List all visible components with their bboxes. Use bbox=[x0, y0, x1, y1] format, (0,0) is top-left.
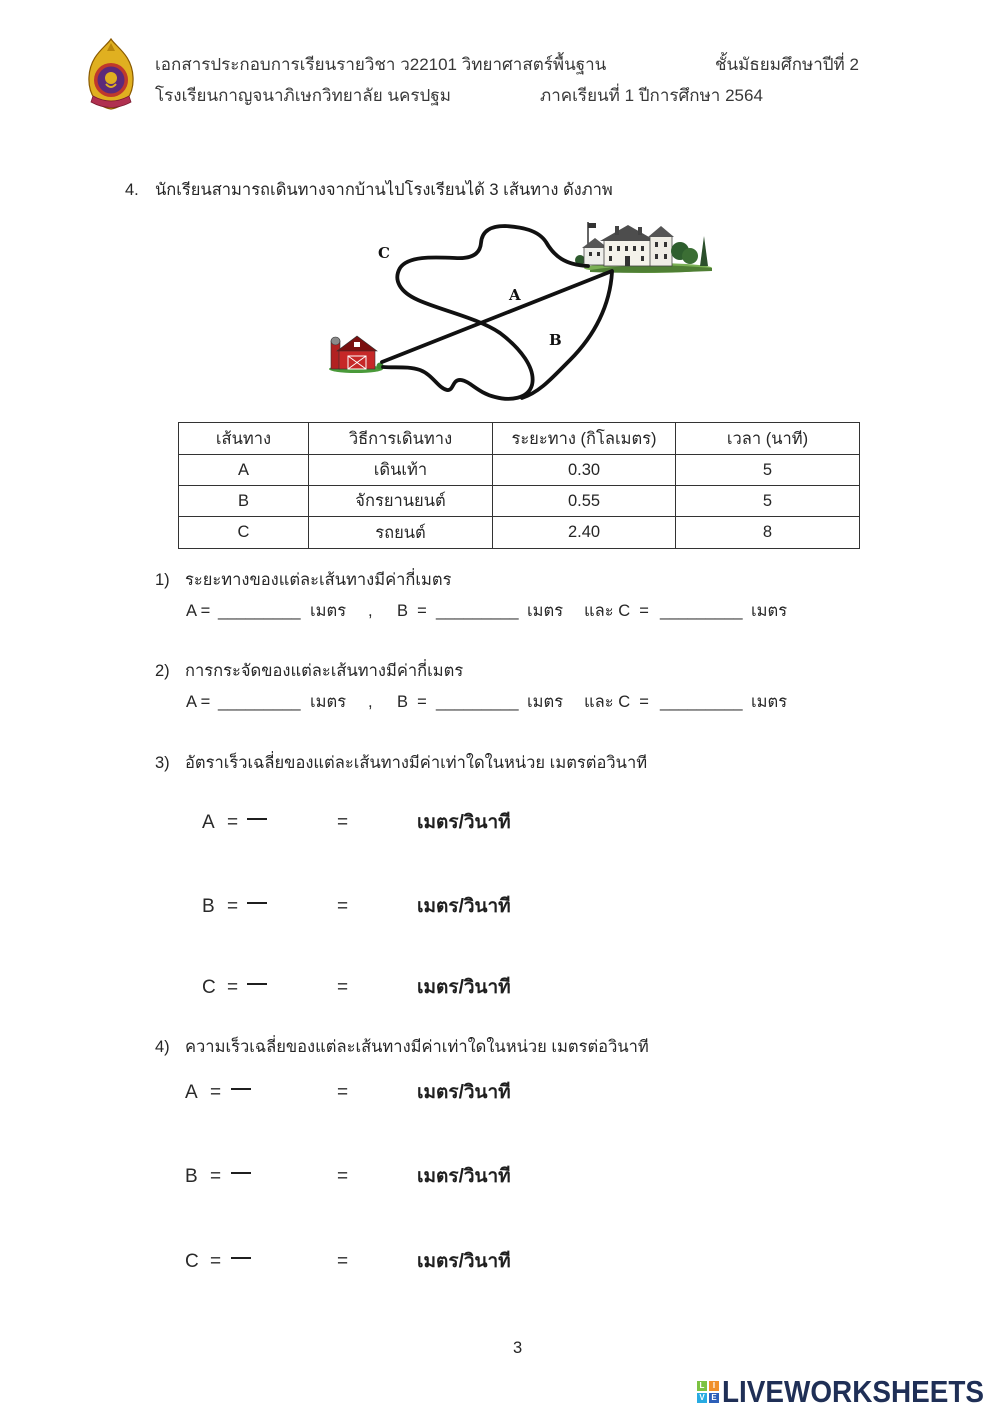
table-cell: 8 bbox=[676, 517, 860, 549]
q2-a-unit: เมตร bbox=[310, 693, 347, 711]
q3-fraction-bar bbox=[247, 818, 267, 820]
q4-equals-sign: = bbox=[337, 1082, 349, 1103]
logo-letter: I bbox=[709, 1381, 719, 1391]
table-cell: A bbox=[179, 455, 309, 486]
table-row bbox=[179, 486, 860, 517]
q4-fraction-bar bbox=[231, 1257, 251, 1259]
q3-result-slot[interactable] bbox=[356, 976, 411, 1000]
school-name: โรงเรียนกาญจนาภิเษกวิทยาลัย นครปฐม bbox=[155, 86, 451, 105]
q3-equals-sign: = bbox=[227, 812, 239, 833]
table-cell: B bbox=[179, 486, 309, 517]
q4-number: 4) bbox=[155, 1038, 170, 1056]
q4-row-label: A bbox=[185, 1082, 198, 1103]
q1-c-answer-blank[interactable]: _________ bbox=[660, 602, 743, 620]
q4-numerator-slot[interactable] bbox=[228, 1237, 254, 1255]
q4-fraction-bar bbox=[231, 1088, 251, 1090]
q4-numerator-slot[interactable] bbox=[228, 1152, 254, 1170]
q4-row-label: C bbox=[185, 1251, 199, 1272]
table-header-row bbox=[179, 423, 860, 455]
table-cell: 5 bbox=[676, 486, 860, 517]
table-row bbox=[179, 517, 860, 549]
q3-equals-sign: = bbox=[227, 896, 239, 917]
q3-text: อัตราเร็วเฉลี่ยของแต่ละเส้นทางมีค่าเท่าใดในหน่วย เมตรต่อวินาที bbox=[185, 754, 648, 772]
q4-equals-sign: = bbox=[210, 1166, 222, 1187]
page-number: 3 bbox=[513, 1339, 523, 1357]
q2-a-label: A = bbox=[186, 693, 211, 711]
table-cell: จักรยานยนต์ bbox=[309, 486, 493, 517]
q4-equals-sign: = bbox=[210, 1251, 222, 1272]
q2-text: การกระจัดของแต่ละเส้นทางมีค่ากี่เมตร bbox=[185, 662, 464, 680]
q2-c-unit: เมตร bbox=[751, 693, 788, 711]
logo-letter: E bbox=[709, 1393, 719, 1403]
q3-unit: เมตร/วินาที bbox=[417, 977, 511, 998]
q4-denominator-slot[interactable] bbox=[228, 1176, 254, 1194]
q3-denominator-slot[interactable] bbox=[244, 987, 270, 1005]
table-cell: 2.40 bbox=[493, 517, 676, 549]
document-title: เอกสารประกอบการเรียนรายวิชา ว22101 วิทยาศาสตร์พื้นฐาน bbox=[155, 55, 607, 74]
table-header: เส้นทาง bbox=[179, 423, 309, 455]
table-header: เวลา (นาที) bbox=[676, 423, 860, 455]
q4-denominator-slot[interactable] bbox=[228, 1261, 254, 1279]
q1-c-unit: เมตร bbox=[751, 602, 788, 620]
q3-unit: เมตร/วินาที bbox=[417, 896, 511, 917]
question-number: 4. bbox=[125, 181, 139, 199]
q1-number: 1) bbox=[155, 571, 170, 589]
liveworksheets-logo-icon bbox=[697, 1381, 720, 1404]
q3-number: 3) bbox=[155, 754, 170, 772]
q1-c-label: และ C = bbox=[584, 602, 649, 620]
q2-b-label: B = bbox=[397, 693, 427, 711]
table-cell: เดินเท้า bbox=[309, 455, 493, 486]
q1-a-unit: เมตร bbox=[310, 602, 347, 620]
q4-fraction-bar bbox=[231, 1172, 251, 1174]
route-label-c: C bbox=[378, 244, 390, 262]
q3-result-slot[interactable] bbox=[356, 811, 411, 835]
route-label-a: A bbox=[509, 286, 521, 304]
q1-separator: , bbox=[368, 602, 373, 620]
q4-equals-sign: = bbox=[210, 1082, 222, 1103]
q3-numerator-slot[interactable] bbox=[244, 798, 270, 816]
school-emblem-icon bbox=[86, 37, 136, 112]
q1-a-label: A = bbox=[186, 602, 211, 620]
route-a-path bbox=[382, 271, 612, 362]
q4-unit: เมตร/วินาที bbox=[417, 1082, 511, 1103]
routes-table bbox=[178, 422, 860, 549]
q1-text: ระยะทางของแต่ละเส้นทางมีค่ากี่เมตร bbox=[185, 571, 452, 589]
question-text: นักเรียนสามารถเดินทางจากบ้านไปโรงเรียนได้ 3 เส้นทาง ดังภาพ bbox=[155, 181, 613, 199]
q4-unit: เมตร/วินาที bbox=[417, 1251, 511, 1272]
q3-row-label: C bbox=[202, 977, 216, 998]
table-cell: รถยนต์ bbox=[309, 517, 493, 549]
q1-a-answer-blank[interactable]: _________ bbox=[218, 602, 301, 620]
q2-number: 2) bbox=[155, 662, 170, 680]
q1-b-unit: เมตร bbox=[527, 602, 564, 620]
table-cell: 5 bbox=[676, 455, 860, 486]
table-row bbox=[179, 455, 860, 486]
q3-row-label: A bbox=[202, 812, 215, 833]
q3-fraction-bar bbox=[247, 983, 267, 985]
q3-equals-sign: = bbox=[337, 812, 349, 833]
q3-equals-sign: = bbox=[227, 977, 239, 998]
table-header: วิธีการเดินทาง bbox=[309, 423, 493, 455]
logo-letter: L bbox=[697, 1381, 707, 1391]
q4-denominator-slot[interactable] bbox=[228, 1092, 254, 1110]
barn-home-icon bbox=[329, 336, 384, 373]
q2-c-label: และ C = bbox=[584, 693, 649, 711]
q3-numerator-slot[interactable] bbox=[244, 963, 270, 981]
q2-b-unit: เมตร bbox=[527, 693, 564, 711]
q4-result-slot[interactable] bbox=[356, 1250, 411, 1274]
route-label-b: B bbox=[549, 331, 562, 349]
q3-result-slot[interactable] bbox=[356, 895, 411, 919]
q2-separator: , bbox=[368, 693, 373, 711]
q3-numerator-slot[interactable] bbox=[244, 882, 270, 900]
logo-letter: V bbox=[697, 1393, 707, 1403]
q4-row-label: B bbox=[185, 1166, 198, 1187]
routes-diagram bbox=[320, 212, 720, 407]
table-cell: C bbox=[179, 517, 309, 549]
q3-unit: เมตร/วินาที bbox=[417, 812, 511, 833]
q3-denominator-slot[interactable] bbox=[244, 906, 270, 924]
table-cell: 0.30 bbox=[493, 455, 676, 486]
table-header: ระยะทาง (กิโลเมตร) bbox=[493, 423, 676, 455]
q4-numerator-slot[interactable] bbox=[228, 1068, 254, 1086]
q3-equals-sign: = bbox=[337, 977, 349, 998]
q4-result-slot[interactable] bbox=[356, 1165, 411, 1189]
q1-b-label: B = bbox=[397, 602, 427, 620]
q4-equals-sign: = bbox=[337, 1166, 349, 1187]
q3-row-label: B bbox=[202, 896, 215, 917]
q2-b-answer-blank[interactable]: _________ bbox=[436, 693, 519, 711]
q4-equals-sign: = bbox=[337, 1251, 349, 1272]
table-cell: 0.55 bbox=[493, 486, 676, 517]
route-b-path bbox=[522, 272, 612, 398]
q3-equals-sign: = bbox=[337, 896, 349, 917]
q2-c-answer-blank[interactable]: _________ bbox=[660, 693, 743, 711]
q3-fraction-bar bbox=[247, 902, 267, 904]
q4-result-slot[interactable] bbox=[356, 1081, 411, 1105]
term-year: ภาคเรียนที่ 1 ปีการศึกษา 2564 bbox=[540, 86, 763, 105]
q4-text: ความเร็วเฉลี่ยของแต่ละเส้นทางมีค่าเท่าใดในหน่วย เมตรต่อวินาที bbox=[185, 1038, 649, 1056]
liveworksheets-brand[interactable]: LIVEWORKSHEETS bbox=[722, 1374, 984, 1409]
q1-b-answer-blank[interactable]: _________ bbox=[436, 602, 519, 620]
school-building-icon bbox=[575, 222, 712, 273]
grade-level: ชั้นมัธยมศึกษาปีที่ 2 bbox=[715, 55, 859, 74]
q2-a-answer-blank[interactable]: _________ bbox=[218, 693, 301, 711]
q3-denominator-slot[interactable] bbox=[244, 822, 270, 840]
q4-unit: เมตร/วินาที bbox=[417, 1166, 511, 1187]
